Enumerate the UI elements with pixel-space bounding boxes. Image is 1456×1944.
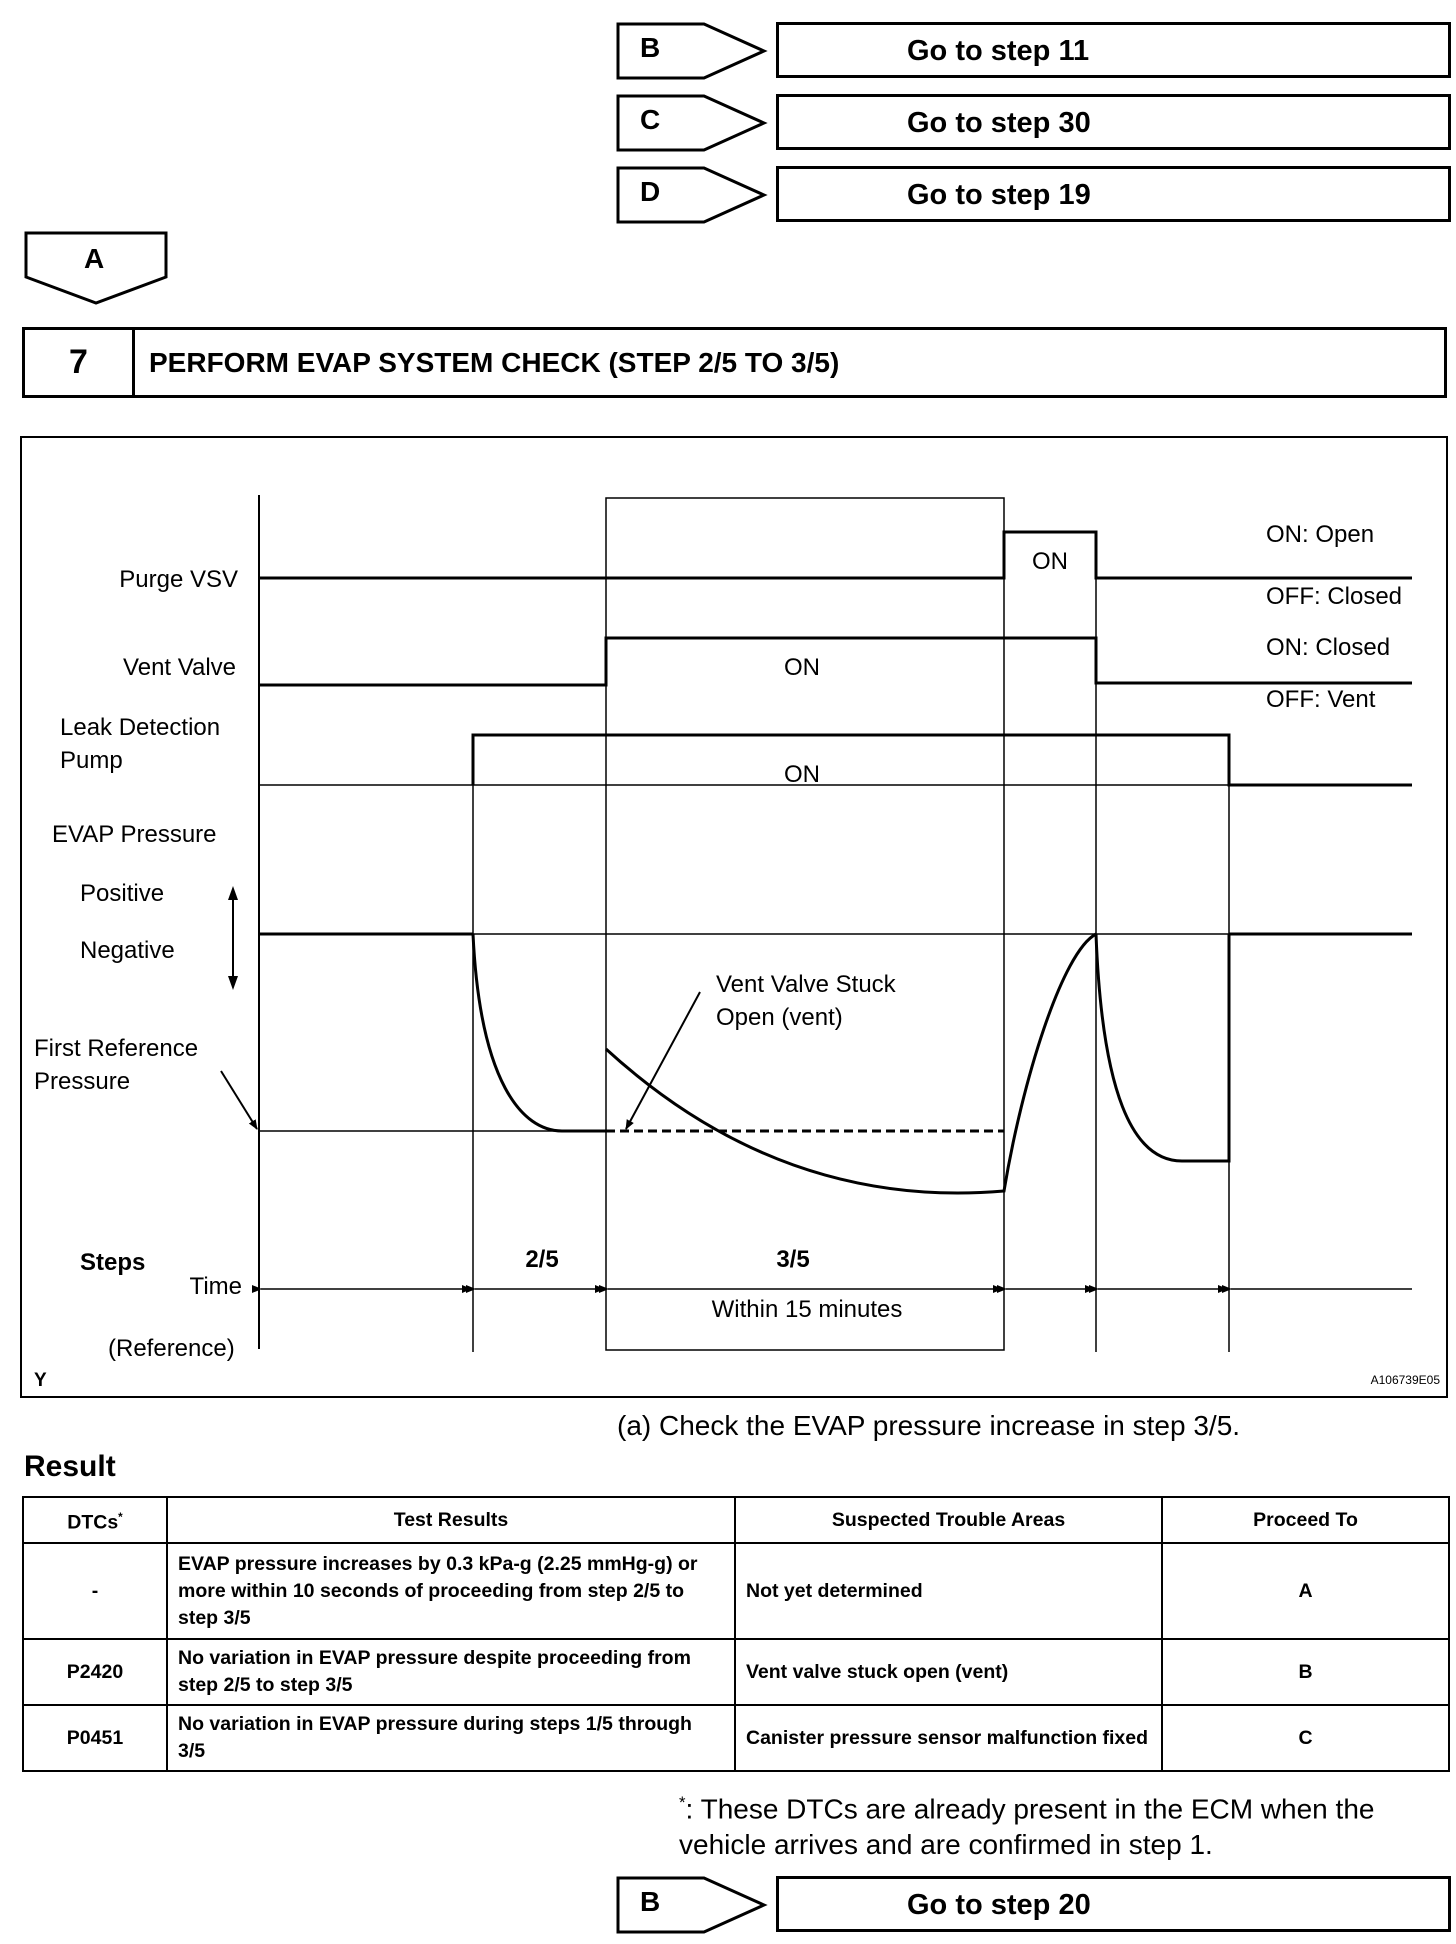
arrow-tag-icon <box>616 22 768 80</box>
dtc-cell: P0451 <box>23 1705 167 1771</box>
evap-timing-diagram <box>20 436 1448 1398</box>
figure-code: A106739E05 <box>1370 1373 1440 1387</box>
proceed-cell: B <box>1162 1639 1449 1705</box>
proceed-cell: C <box>1162 1705 1449 1771</box>
arrow-tag-icon <box>616 1876 768 1934</box>
instruction-a: (a) Check the EVAP pressure increase in step 3/5. <box>617 1410 1241 1441</box>
purge-on-label: ON <box>1032 548 1068 575</box>
step-number: 7 <box>25 330 135 395</box>
leak-detection-pump-signal <box>473 735 1412 785</box>
step-3-5-label: 3/5 <box>776 1246 810 1273</box>
stuck-open-annotation-2: Open (vent) <box>716 1004 843 1031</box>
goto-link-b-step-20[interactable] <box>616 1876 1451 1934</box>
branch-letter: D <box>640 176 661 207</box>
branch-letter: B <box>640 1886 661 1917</box>
header-dtcs: DTCs* <box>23 1497 167 1543</box>
step-3-5-window <box>606 498 1004 1350</box>
branch-letter: B <box>640 32 661 63</box>
goto-link-c-step-30[interactable] <box>616 94 1451 152</box>
continue-tag-a <box>24 231 168 305</box>
timing-diagram-svg <box>22 438 1446 1396</box>
stuck-open-annotation: Vent Valve Stuck <box>716 971 896 998</box>
header-suspected-areas: Suspected Trouble Areas <box>735 1497 1162 1543</box>
trouble-area-cell: Not yet determined <box>735 1543 1162 1639</box>
dtc-cell: - <box>23 1543 167 1639</box>
legend-vent-off: OFF: Vent <box>1266 686 1376 713</box>
test-result-cell: No variation in EVAP pressure during steps 1/5 through 3/5 <box>167 1705 735 1771</box>
vent-valve-label: Vent Valve <box>123 654 236 681</box>
table-row <box>23 1705 1449 1771</box>
result-heading: Result <box>24 1450 116 1483</box>
first-reference-label-2: Pressure <box>34 1068 131 1095</box>
goto-step-button[interactable]: Go to step 11 <box>776 22 1451 78</box>
test-result-cell: EVAP pressure increases by 0.3 kPa-g (2.25 mmHg-g) or more within 10 seconds of proceeding from step 2/5 to step 3/5 <box>167 1543 735 1639</box>
goto-link-d-step-19[interactable] <box>616 166 1451 224</box>
branch-tag-d <box>616 166 768 224</box>
within-15-minutes-label: Within 15 minutes <box>711 1296 903 1323</box>
legend-vent-on: ON: Closed <box>1266 634 1391 661</box>
result-table <box>22 1496 1450 1772</box>
step-2-5-label: 2/5 <box>525 1246 559 1273</box>
footnote-asterisk: * <box>679 1793 686 1812</box>
step-title: PERFORM EVAP SYSTEM CHECK (STEP 2/5 TO 3/5) <box>149 347 840 378</box>
asterisk-mark: * <box>118 1510 123 1524</box>
positive-label: Positive <box>80 880 165 907</box>
footnote-text: : These DTCs are already present in the ECM when the vehicle arrives and are confirmed in step 1. <box>679 1793 1375 1861</box>
evap-pressure-label: EVAP Pressure <box>52 821 217 848</box>
vent-valve-signal <box>259 638 1412 685</box>
leak-detection-pump-label: Leak Detection <box>60 714 221 741</box>
test-result-cell: No variation in EVAP pressure despite proceeding from step 2/5 to step 3/5 <box>167 1639 735 1705</box>
branch-tag-c <box>616 94 768 152</box>
reference-label: (Reference) <box>108 1335 235 1362</box>
goto-link-b-step-11[interactable] <box>616 22 1451 80</box>
purge-vsv-label: Purge VSV <box>119 566 238 593</box>
legend-purge-on: ON: Open <box>1266 521 1375 548</box>
steps-label: Steps <box>80 1249 146 1276</box>
trouble-area-cell: Vent valve stuck open (vent) <box>735 1639 1162 1705</box>
continue-letter: A <box>84 243 105 274</box>
figure-mark-y: Y <box>34 1370 47 1391</box>
negative-label: Negative <box>80 937 175 964</box>
pump-on-label: ON <box>784 761 820 788</box>
reference-pointer-arrow <box>221 1071 257 1129</box>
branch-tag-b <box>616 22 768 80</box>
header-test-results: Test Results <box>167 1497 735 1543</box>
pressure-curve-step-2-5 <box>473 934 606 1131</box>
first-reference-label: First Reference <box>34 1035 199 1062</box>
header-proceed-to: Proceed To <box>1162 1497 1449 1543</box>
legend-purge-off: OFF: Closed <box>1266 583 1403 610</box>
pressure-curve-after-purge <box>1096 934 1229 1161</box>
arrow-down-icon <box>228 976 238 990</box>
step-header <box>22 327 1447 398</box>
leak-detection-pump-label-2: Pump <box>60 747 123 774</box>
footnote <box>679 1785 1439 1863</box>
goto-step-button[interactable]: Go to step 30 <box>776 94 1451 150</box>
goto-step-button[interactable]: Go to step 20 <box>776 1876 1451 1932</box>
goto-step-button[interactable]: Go to step 19 <box>776 166 1451 222</box>
arrow-up-icon <box>228 886 238 900</box>
table-row <box>23 1543 1449 1639</box>
branch-tag-b <box>616 1876 768 1934</box>
branch-letter: C <box>640 104 661 135</box>
vent-on-label: ON <box>784 654 820 681</box>
purge-vsv-signal <box>259 532 1412 578</box>
annotation-pointer-arrow <box>626 992 700 1129</box>
dtc-cell: P2420 <box>23 1639 167 1705</box>
table-row <box>23 1639 1449 1705</box>
time-label: Time <box>189 1273 242 1300</box>
arrow-tag-icon <box>616 94 768 152</box>
arrow-tag-icon <box>616 166 768 224</box>
trouble-area-cell: Canister pressure sensor malfunction fixed <box>735 1705 1162 1771</box>
proceed-cell: A <box>1162 1543 1449 1639</box>
table-header-row <box>23 1497 1449 1543</box>
